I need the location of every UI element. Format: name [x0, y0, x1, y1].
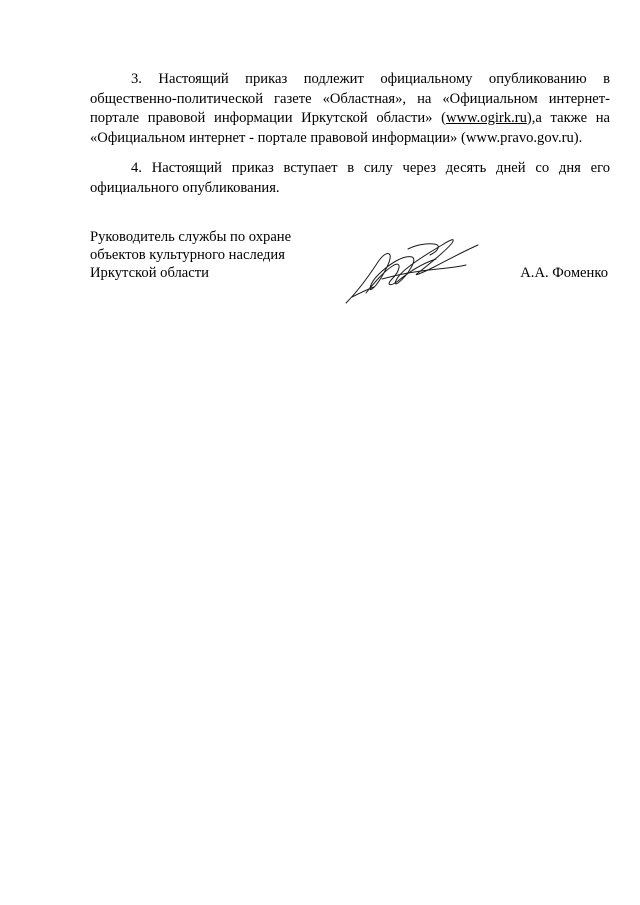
position-line-2: объектов культурного наследия	[90, 247, 285, 263]
paragraph-3	[90, 70, 610, 148]
handwritten-signature	[338, 225, 483, 307]
paragraph-4: 4. Настоящий приказ вступает в силу через десять дней со дня его официального опубликования.	[90, 160, 610, 196]
position-line-3: Иркутской области	[90, 265, 209, 281]
signer-name: А.А. Фоменко	[520, 265, 608, 281]
ogirk-link[interactable]: www.ogirk.ru	[445, 110, 527, 126]
position-line-1: Руководитель службы по охране	[90, 229, 292, 245]
signatory-position	[90, 228, 320, 282]
paragraph-3-text-end: ),а также на «Официальном интернет - портале правовой информации» (www.pravo.gov.ru).	[90, 110, 610, 146]
paragraph-3-text-start: 3. Настоящий приказ подлежит официальному опубликованию в общественно-политической газете «Областная», на «Официальном интернет-портале правовой информации Иркутской области» (	[90, 71, 610, 126]
